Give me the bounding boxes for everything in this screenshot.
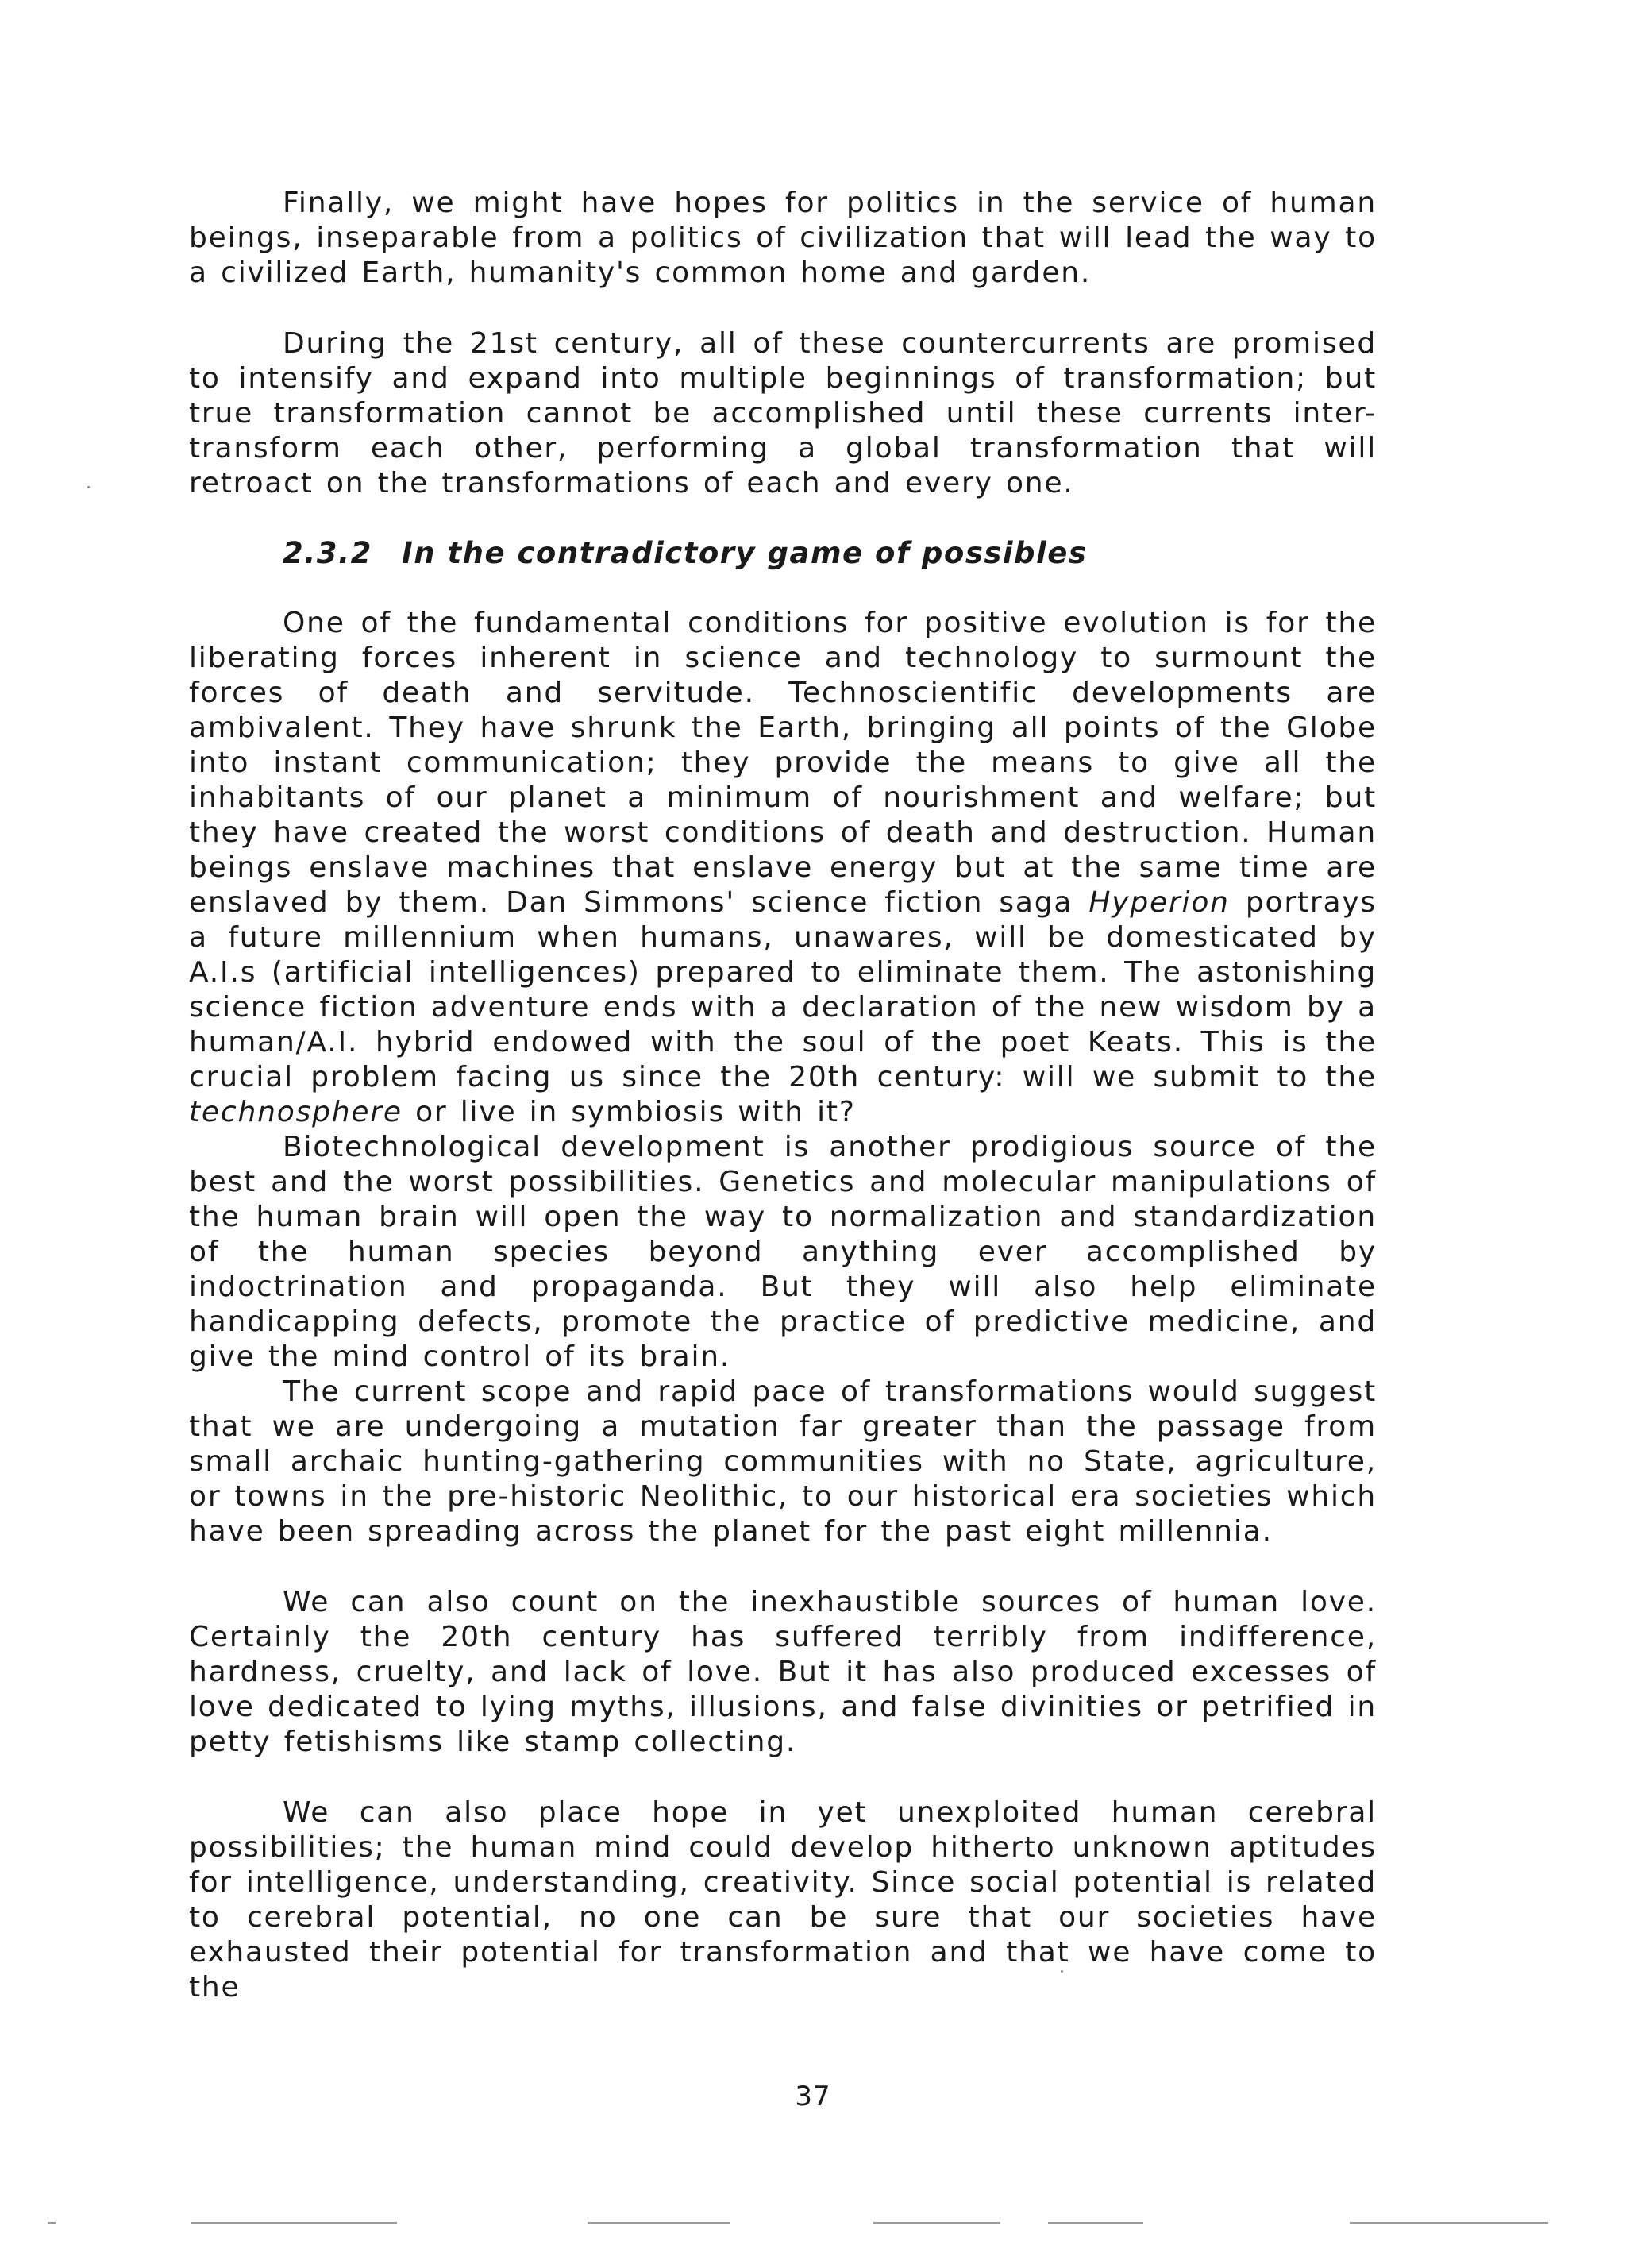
page-number: 37 xyxy=(795,2081,831,2112)
page-body xyxy=(189,186,1377,2005)
section-heading xyxy=(189,536,1377,571)
scan-edge-mark xyxy=(873,2222,1000,2224)
section-title: In the contradictory game of possibles xyxy=(402,536,1088,570)
paragraph-text-segment: One of the fundamental conditions for positive evolution is for the liberating forces inherent in science and technology to surmount the forces of death and servitude. Technoscientific developments are ambivalent. They have shrunk the Earth, bringing all points of the Globe into instant communication; they provide the means to give all the inhabitants of our planet a minimum of nourishment and welfare; but they have created the worst conditions of death and destruction. Human beings enslave machines that enslave energy but at the same time are enslaved by them. Dan Simmons' science fiction saga xyxy=(189,607,1377,919)
scan-speck xyxy=(1061,1970,1063,1973)
paragraph-politics: Finally, we might have hopes for politics in the service of human beings, inseparable from a politics of civilization that will lead the way to a civilized Earth, humanity's common home and garden. xyxy=(189,187,1377,289)
paragraph-human-love: We can also count on the inexhaustible sources of human love. Certainly the 20th century has suffered terribly from indifference, hardness, cruelty, and lack of love. But it has also produced excesses of love dedicated to lying myths, illusions, and false divinities or petrified in petty fetishisms like stamp collecting. xyxy=(189,1586,1377,1758)
section-number: 2.3.2 xyxy=(283,536,372,570)
paragraph-text-segment: portrays a future millennium when humans, unawares, will be domesticated by A.I.s (artificial intelligences) prepared to eliminate them. The astonishing science fiction adventure ends with a declaration of the new wisdom by a human/A.I. hybrid endowed with the soul of the poet Keats. This is the crucial problem facing us since the 20th century: will we submit to the xyxy=(189,886,1377,1094)
scan-edge-mark xyxy=(588,2222,730,2224)
paragraph-biotechnology: Biotechnological development is another prodigious source of the best and the worst possibilities. Genetics and molecular manipulations of the human brain will open the way to normalization and standardization of the human species beyond anything ever accomplished by indoctrination and propaganda. But they will also help eliminate handicapping defects, promote the practice of predictive medicine, and give the mind control of its brain. xyxy=(189,1131,1377,1373)
paragraph-technoscience xyxy=(189,606,1377,1130)
scan-edge-mark xyxy=(1048,2222,1143,2224)
scan-edge-mark xyxy=(48,2222,56,2224)
scan-edge-mark xyxy=(191,2222,397,2224)
book-title-hyperion: Hyperion xyxy=(1088,886,1230,919)
paragraph-cerebral-possibilities: We can also place hope in yet unexploited human cerebral possibilities; the human mind could develop hitherto unknown aptitudes for intelligence, understanding, creativity. Since social potential is related to cerebral potential, no one can be sure that our societies have exhausted their potential for transformation and that we have come to the xyxy=(189,1796,1377,2004)
scan-speck xyxy=(87,486,90,488)
scan-edge-mark xyxy=(1350,2222,1548,2224)
term-technosphere: technosphere xyxy=(189,1096,403,1128)
paragraph-text-segment: or live in symbiosis with it? xyxy=(402,1096,856,1128)
paragraph-countercurrents: During the 21st century, all of these countercurrents are promised to intensify and expand into multiple beginnings of transformation; but true transformation cannot be accomplished until these currents inter-transform each other, performing a global transformation that will retroact on the transformations of each and every one. xyxy=(189,327,1377,499)
paragraph-transformations: The current scope and rapid pace of transformations would suggest that we are undergoing a mutation far greater than the passage from small archaic hunting-gathering communities with no State, agriculture, or towns in the pre-historic Neolithic, to our historical era societies which have been spreading across the planet for the past eight millennia. xyxy=(189,1375,1377,1548)
